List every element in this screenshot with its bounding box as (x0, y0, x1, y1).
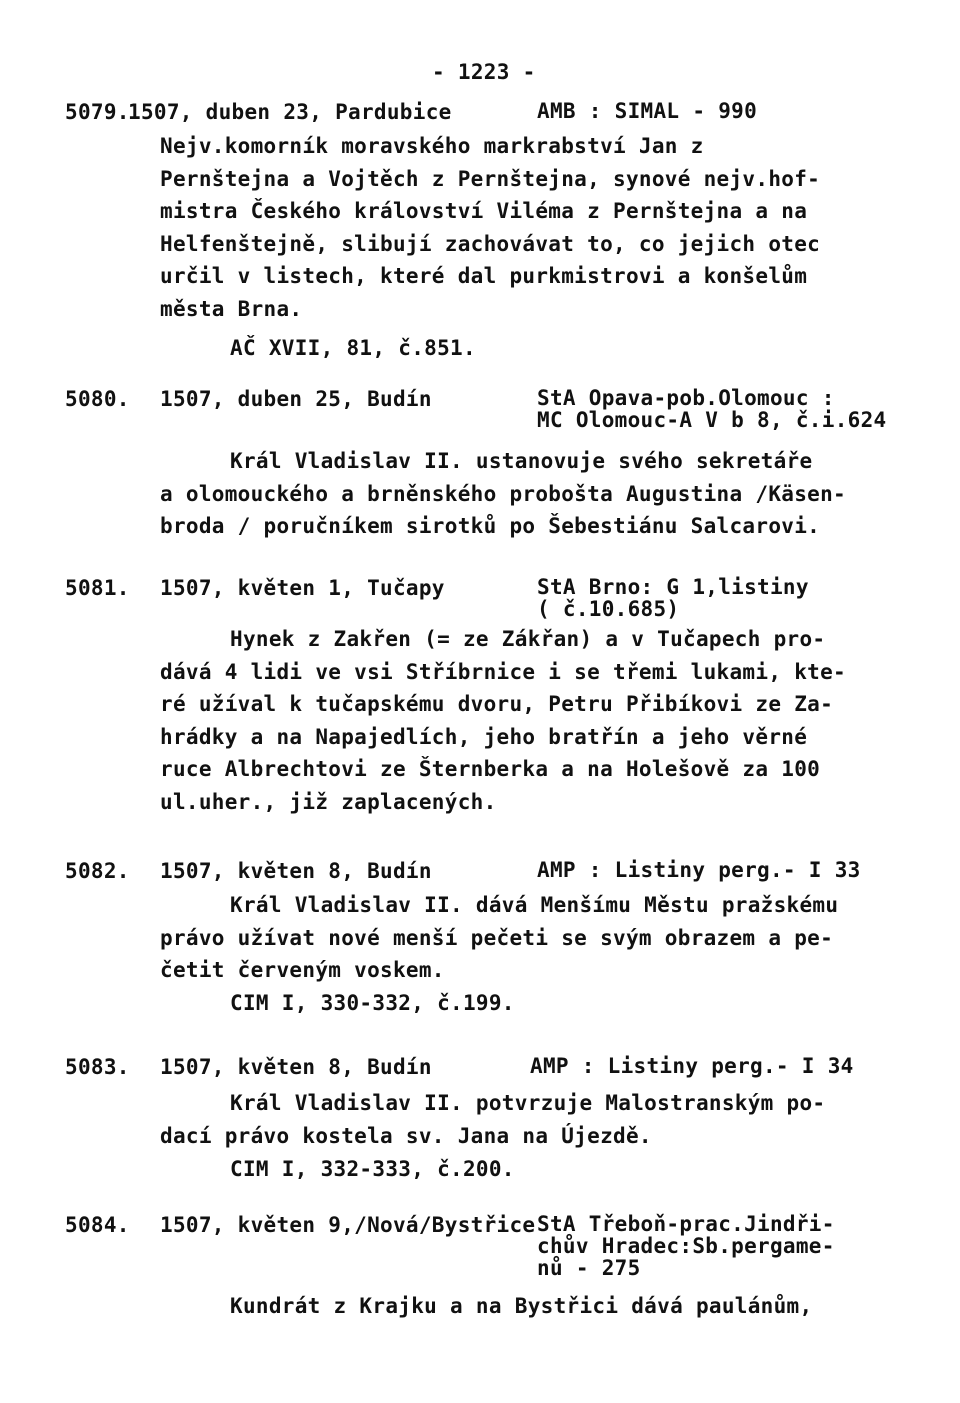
text-line: a olomouckého a brněnského probošta Augustina /Käsen- (160, 481, 846, 506)
source-line: StA Třeboň-prac.Jindři- (537, 1212, 835, 1236)
text-line: ul.uher., již zaplacených. (160, 789, 497, 814)
entry-text (160, 1290, 900, 1323)
entry-date-place: 1507, duben 25, Budín (160, 387, 432, 411)
text-line: Král Vladislav II. ustanovuje svého sekretáře (230, 449, 813, 473)
text-line: dací právo kostela sv. Jana na Újezdě. (160, 1123, 652, 1148)
text-line: Nejv.komorník moravského markrabství Jan z (160, 134, 704, 158)
text-line: broda / poručníkem sirotků po Šebestiánu Salcarovi. (160, 514, 821, 538)
text-line: ré užíval k tučapskému dvoru, Petru Přibíkovi ze Za- (160, 692, 834, 716)
text-line: četit červeným voskem. (160, 958, 445, 982)
source-line: StA Brno: G 1,listiny (537, 575, 809, 599)
entry-citation: AČ XVII, 81, č.851. (230, 336, 476, 360)
entry-number: 5084. (65, 1213, 130, 1237)
text-line: Hynek z Zakřen (= ze Zákřan) a v Tučapech pro- (230, 627, 826, 651)
entry-date-place: 1507, květen 9,/Nová/Bystřice (160, 1213, 536, 1237)
text-line: dává 4 lidi ve vsi Stříbrnice i se třemi lukami, kte- (160, 659, 846, 684)
text-line: právo užívat nové menší pečeti se svým obrazem a pe- (160, 925, 834, 950)
entry-text (160, 445, 900, 543)
entry-number: 5083. (65, 1055, 130, 1079)
entry-number: 5081. (65, 576, 130, 600)
source-line: MC Olomouc-A V b 8, č.i.624 (537, 408, 887, 432)
entry-text (160, 1087, 900, 1152)
text-line: mistra Českého království Viléma z Pernštejna a na (160, 199, 808, 223)
text-line: Král Vladislav II. dává Menšímu Městu pražskému (230, 893, 839, 917)
source-line: nů - 275 (537, 1256, 641, 1280)
entry-source (537, 576, 809, 620)
page-number: - 1223 - (432, 60, 536, 84)
entry-text (160, 623, 900, 818)
text-line: určil v listech, které dal purkmistrovi a konšelům (160, 264, 808, 288)
entry-text (160, 889, 900, 987)
source-line: StA Opava-pob.Olomouc : (537, 386, 835, 410)
source-line: chův Hradec:Sb.pergame- (537, 1234, 835, 1258)
text-line: města Brna. (160, 296, 303, 321)
text-line: Král Vladislav II. potvrzuje Malostranským po- (230, 1091, 826, 1115)
text-line: Helfenštejně, slibují zachovávat to, co jejich otec (160, 231, 821, 256)
entry-date-place: 1507, květen 1, Tučapy (160, 576, 445, 600)
entry-date-place: 1507, květen 8, Budín (160, 1055, 432, 1079)
entry-source (537, 1213, 835, 1279)
text-line: Pernštejna a Vojtěch z Pernštejna, synové nejv.hof- (160, 166, 821, 191)
entry-source (537, 387, 886, 431)
text-line: Kundrát z Krajku a na Bystřici dává paulánům, (230, 1294, 813, 1318)
text-line: hrádky a na Napajedlích, jeho bratřín a jeho věrné (160, 724, 808, 749)
source-line: ( č.10.685) (537, 597, 680, 621)
entry-number: 5080. (65, 387, 130, 411)
source-line: AMP : Listiny perg.- I 33 (537, 858, 861, 882)
text-line: ruce Albrechtovi ze Šternberka a na Holešově za 100 (160, 757, 821, 781)
entry-date-place: 1507, květen 8, Budín (160, 859, 432, 883)
entry-source (537, 859, 861, 881)
entry-source (537, 100, 757, 122)
entry-number: 5079. (65, 100, 130, 124)
source-line: AMB : SIMAL - 990 (537, 99, 758, 123)
entry-number: 5082. (65, 859, 130, 883)
entry-citation: CIM I, 332-333, č.200. (230, 1157, 515, 1181)
entry-text (160, 130, 900, 325)
source-line: AMP : Listiny perg.- I 34 (530, 1054, 854, 1078)
entry-date-place: 1507, duben 23, Pardubice (128, 100, 452, 124)
entry-source (530, 1055, 854, 1077)
entry-citation: CIM I, 330-332, č.199. (230, 991, 515, 1015)
